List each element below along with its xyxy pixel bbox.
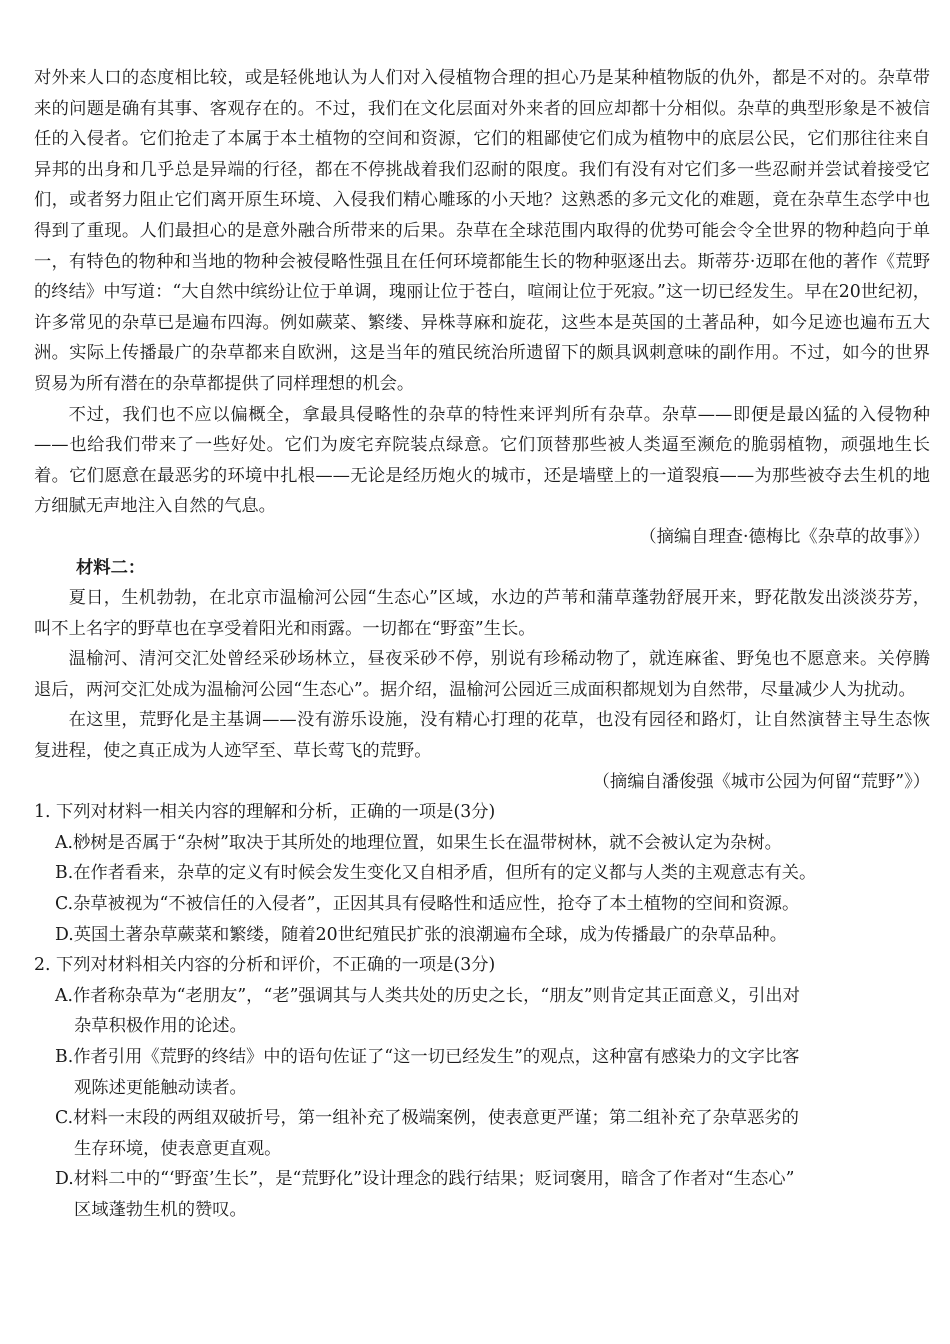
option-label: B. (55, 863, 74, 884)
material1-source: （摘编自理查·德梅比《杂草的故事》） (639, 526, 930, 547)
option-label: C. (55, 1108, 74, 1129)
option-label: B. (55, 1047, 74, 1067)
option-a (34, 828, 930, 859)
material2-paragraph-1: 夏日，生机勃勃，在北京市温榆河公园“生态心”区域，水边的芦苇和蒲草蓬勃舒展开来，野花散发出淡淡芬芳，叫不上名字的野草也在享受着阳光和雨露。一切都在“野蛮”生长。 (34, 588, 930, 639)
material2-paragraph-2: 温榆河、清河交汇处曾经采砂场林立，昼夜采砂不停，别说有珍稀动物了，就连麻雀、野兔也不愿意来。关停腾退后，两河交汇处成为温榆河公园“生态心”。据介绍，温榆河公园近三成面积都规划为自然带，尽量减少人为扰动。 (34, 649, 930, 700)
option-text: 作者引用《荒野的终结》中的语句佐证了“这一切已经发生”的观点，这种富有感染力的文字比客 (73, 1047, 800, 1067)
option-a (34, 981, 930, 1042)
option-d (34, 920, 930, 951)
question-2 (34, 950, 930, 1225)
question-stem: 2. 下列对材料相关内容的分析和评价，不正确的一项是(3分) (34, 955, 496, 976)
option-label: D. (55, 1169, 74, 1190)
option-text: 桫树是否属于“杂树”取决于其所处的地理位置，如果生长在温带树林，就不会被认定为杂树。 (72, 832, 782, 853)
option-text: 杂草被视为“不被信任的入侵者”，正因其具有侵略性和适应性，抢夺了本土植物的空间和资源。 (73, 894, 800, 915)
option-text: 英国土著杂草蕨菜和繁缕，随着20世纪殖民扩张的浪潮遍布全球，成为传播最广的杂草品种。 (73, 924, 787, 945)
option-label: A. (55, 832, 73, 853)
question-stem: 1. 下列对材料一相关内容的理解和分析，正确的一项是(3分) (34, 802, 496, 823)
option-text: 材料一末段的两组双破折号，第一组补充了极端案例，使表意更严谨；第二组补充了杂草恶劣的 (73, 1108, 799, 1129)
exam-page (34, 63, 930, 1226)
option-text-continued: 杂草积极作用的论述。 (74, 1016, 247, 1037)
question-1 (34, 797, 930, 950)
option-label: A. (55, 985, 73, 1006)
option-b (34, 858, 930, 889)
option-text-continued: 区域蓬勃生机的赞叹。 (74, 1199, 247, 1220)
option-text: 作者称杂草为“老朋友”，“老”强调其与人类共处的历史之长，“朋友”则肯定其正面意义，引出对 (72, 985, 800, 1006)
option-text-continued: 生存环境，使表意更直观。 (74, 1138, 282, 1159)
option-text: 在作者看来，杂草的定义有时候会发生变化又自相矛盾，但所有的定义都与人类的主观意志有关。 (73, 863, 817, 884)
option-text-continued: 观陈述更能触动读者。 (74, 1077, 247, 1098)
material2-source: （摘编自潘俊强《城市公园为何留“荒野”》） (592, 771, 930, 792)
option-b (34, 1042, 930, 1103)
option-d (34, 1164, 930, 1225)
material1-paragraph-2: 不过，我们也不应以偏概全，拿最具侵略性的杂草的特性来评判所有杂草。杂草——即便是最凶猛的入侵物种——也给我们带来了一些好处。它们为废宅弃院装点绿意。它们顶替那些被人类逼至濒危的脆弱植物，顽强地生长着。它们愿意在最恶劣的环境中扎根——无论是经历炮火的城市，还是墙壁上的一道裂痕——为那些被夺去生机的地方细腻无声地注入自然的气息。 (34, 404, 930, 517)
option-label: C. (55, 894, 74, 915)
option-c (34, 1103, 930, 1164)
material2-heading: 材料二： (76, 557, 146, 578)
option-c (34, 889, 930, 920)
option-label: D. (55, 924, 74, 945)
material1-paragraph-1: 对外来人口的态度相比较，或是轻佻地认为人们对入侵植物合理的担心乃是某种植物版的仇外，都是不对的。杂草带来的问题是确有其事、客观存在的。不过，我们在文化层面对外来者的回应却都十分相似。杂草的典型形象是不被信任的入侵者。它们抢走了本属于本土植物的空间和资源，它们的粗鄙使它们成为植物中的底层公民，它们那往往来自异邦的出身和几乎总是异端的行径，都在不停挑战着我们忍耐的限度。我们有没有对它们多一些忍耐并尝试着接受它们，或者努力阻止它们离开原生环境、入侵我们精心雕琢的小天地？这熟悉的多元文化的难题，竟在杂草生态学中也得到了重现。人们最担心的是意外融合所带来的后果。杂草在全球范围内取得的优势可能会令全世界的物种趋向于单一，有特色的物种和当地的物种会被侵略性强且在任何环境都能生长的物种驱逐出去。斯蒂芬·迈耶在他的著作《荒野的终结》中写道：“大自然中缤纷让位于单调，瑰丽让位于苍白，喧闹让位于死寂。”这一切已经发生。早在20世纪初，许多常见的杂草已是遍布四海。例如蕨菜、繁缕、异株荨麻和旋花，这些本是英国的土著品种，如今足迹也遍布五大洲。实际上传播最广的杂草都来自欧洲，这是当年的殖民统治所遗留下的颇具讽刺意味的副作用。不过，如今的世界贸易为所有潜在的杂草都提供了同样理想的机会。 (34, 68, 930, 394)
option-text: 材料二中的“‘野蛮’生长”，是“荒野化”设计理念的践行结果；贬词褒用，暗含了作者对“生态心” (73, 1169, 795, 1190)
material2-paragraph-3: 在这里，荒野化是主基调——没有游乐设施，没有精心打理的花草，也没有园径和路灯，让自然演替主导生态恢复进程，使之真正成为人迹罕至、草长莺飞的荒野。 (34, 710, 930, 762)
